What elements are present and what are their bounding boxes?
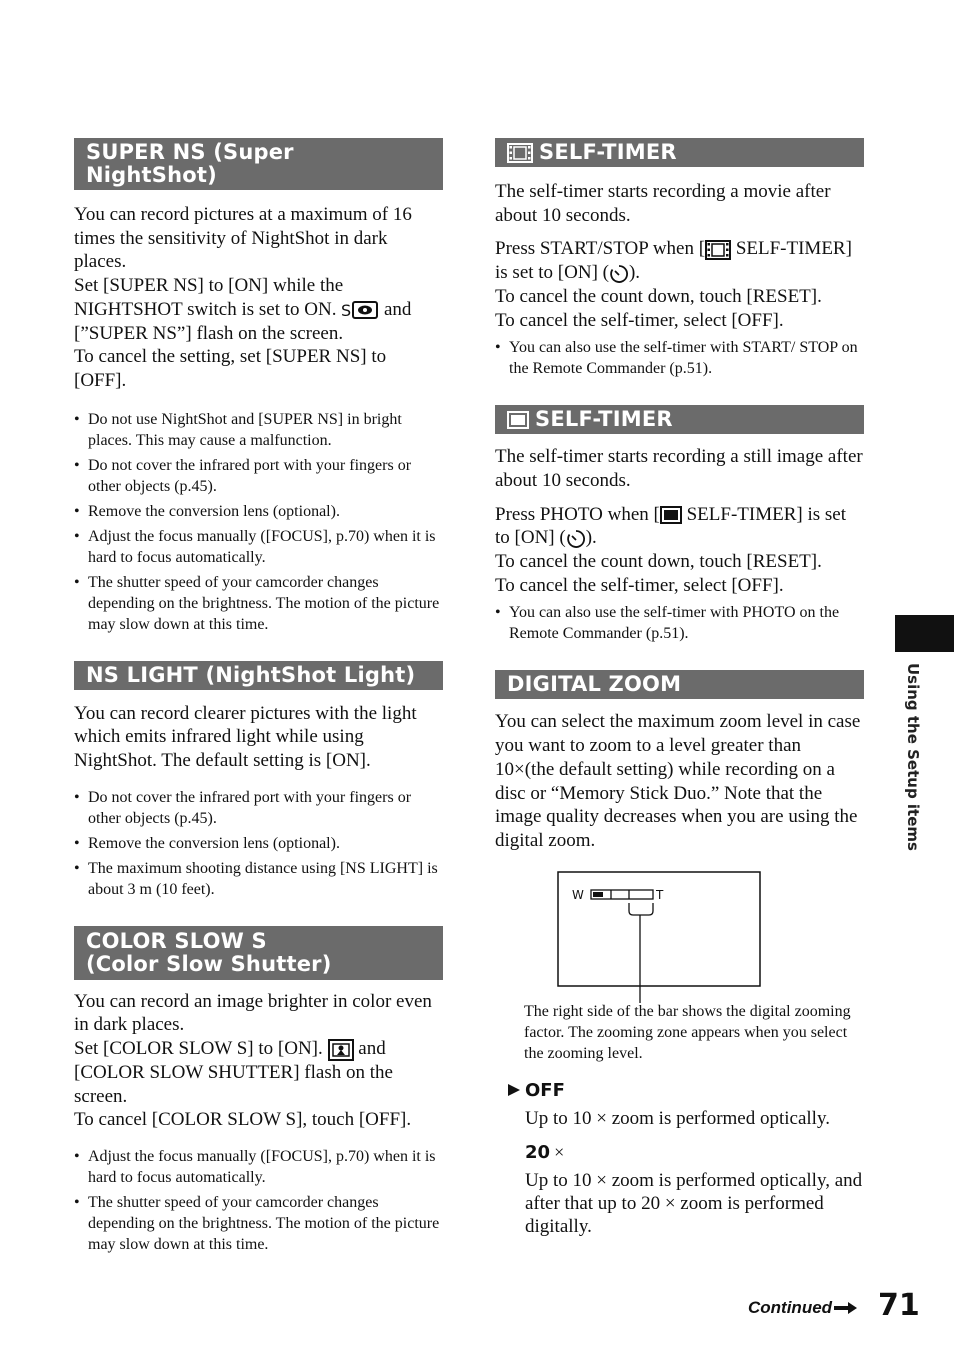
super-ns-body [74, 203, 443, 393]
default-arrow-icon [507, 1083, 521, 1097]
movie-icon [705, 240, 731, 260]
photo-self-timer-intro: The self-timer starts recording a still image after about 10 seconds. [495, 446, 863, 491]
digital-zoom-intro: You can select the maximum zoom level in case you want to zoom to a level greater than 10×(the default setting) while recording on a disc or “Memory Stick Duo.” Note that the image quality decreases when you are using the digital zoom. [495, 711, 861, 851]
super-ns-set: Set [SUPER NS] to [ON] while the NIGHTSHOT switch is set to ON. S and [”SUPER NS”] flash on the screen. [74, 275, 412, 344]
zoom-option-off-desc: Up to 10 × zoom is performed optically. [525, 1107, 830, 1129]
list-item: • Do not cover the infrared port with your fingers or other objects (p.45). [74, 787, 443, 829]
ns-light-heading: NS LIGHT (NightShot Light) [74, 661, 443, 690]
photo-self-timer-reset: To cancel the count down, touch [RESET]. [495, 551, 822, 573]
color-slow-cancel: To cancel [COLOR SLOW S], touch [OFF]. [74, 1109, 412, 1131]
right-column [495, 138, 864, 1238]
list-item: • The shutter speed of your camcorder changes depending on the brightness. The motion of the picture may slow down at this time. [74, 1192, 443, 1255]
zoom-option-20x-desc: Up to 10 × zoom is performed optically, and after that up to 20 × zoom is performed digitally. [525, 1169, 863, 1237]
list-item: • You can also use the self-timer with PHOTO on the Remote Commander (p.51). [495, 602, 864, 644]
zoom-option-off: OFF [507, 1080, 864, 1101]
zoom-caption: The right side of the bar shows the digital zooming factor. The zooming zone appears when you select the zooming level. [524, 1002, 851, 1062]
movie-self-timer-notes [495, 337, 864, 379]
photo-self-timer-heading: SELF-TIMER [495, 405, 864, 434]
list-item: • Do not use NightShot and [SUPER NS] in bright places. This may cause a malfunction. [74, 409, 443, 451]
left-column [74, 138, 443, 1259]
section-side-label: Using the Setup items [904, 663, 922, 851]
digital-zoom-heading: DIGITAL ZOOM [495, 670, 864, 699]
section-tab-marker [895, 615, 954, 652]
ns-light-intro: You can record clearer pictures with the light which emits infrared light while using NightShot. The default setting is [ON]. [74, 702, 417, 772]
ns-light-body [74, 702, 443, 773]
photo-self-timer-off: To cancel the self-timer, select [OFF]. [495, 574, 784, 596]
list-item: • Remove the conversion lens (optional). [74, 833, 443, 854]
list-item: • The maximum shooting distance using [NS LIGHT] is about 3 m (10 feet). [74, 858, 443, 900]
ns-light-notes [74, 787, 443, 900]
super-ns-intro: You can record pictures at a maximum of 16 times the sensitivity of NightShot in dark places. [74, 204, 412, 273]
movie-self-timer-reset: To cancel the count down, touch [RESET]. [495, 285, 822, 307]
zoom-t-label: T [656, 887, 664, 902]
movie-self-timer-body [495, 180, 864, 332]
zoom-w-label: W [572, 887, 584, 902]
list-item: • Remove the conversion lens (optional). [74, 501, 443, 522]
zoom-option-20x: 20 × [525, 1141, 565, 1163]
list-item: • You can also use the self-timer with START/ STOP on the Remote Commander (p.51). [495, 337, 864, 379]
photo-self-timer-body [495, 445, 864, 597]
zoom-screen-illustration [557, 871, 761, 1003]
photo-self-timer-press: Press PHOTO when [ SELF-TIMER] is set to [ON] ( ). [495, 503, 846, 549]
self-timer-icon [566, 529, 586, 549]
super-nightshot-icon [341, 300, 379, 320]
movie-icon [507, 143, 533, 163]
photo-icon [660, 506, 682, 524]
list-item: • The shutter speed of your camcorder changes depending on the brightness. The motion of the picture may slow down at this time. [74, 572, 443, 635]
movie-self-timer-press: Press START/STOP when [ SELF-TIMER] is set to [ON] ( ). [495, 238, 852, 284]
color-slow-shutter-icon [328, 1039, 354, 1061]
color-slow-heading: COLOR SLOW S (Color Slow Shutter) [74, 926, 443, 980]
list-item: • Do not cover the infrared port with your fingers or other objects (p.45). [74, 455, 443, 497]
page-number: 71 [878, 1288, 920, 1323]
list-item: • Adjust the focus manually ([FOCUS], p.70) when it is hard to focus automatically. [74, 1146, 443, 1188]
list-item: • Adjust the focus manually ([FOCUS], p.70) when it is hard to focus automatically. [74, 526, 443, 568]
photo-self-timer-notes [495, 602, 864, 644]
color-slow-set: Set [COLOR SLOW S] to [ON]. and [COLOR SLOW SHUTTER] flash on the screen. [74, 1038, 393, 1107]
movie-self-timer-heading: SELF-TIMER [495, 138, 864, 167]
color-slow-intro: You can record an image brighter in color even in dark places. [74, 990, 432, 1036]
movie-self-timer-intro: The self-timer starts recording a movie after about 10 seconds. [495, 181, 831, 226]
arrow-right-icon [834, 1301, 858, 1315]
super-ns-notes [74, 409, 443, 635]
color-slow-notes [74, 1146, 443, 1255]
zoom-bar-diagram [557, 871, 761, 987]
digital-zoom-body [495, 710, 864, 852]
self-timer-icon [609, 264, 629, 284]
svg-text:S: S [341, 301, 352, 321]
movie-self-timer-off: To cancel the self-timer, select [OFF]. [495, 309, 784, 331]
photo-icon [507, 411, 529, 429]
color-slow-body [74, 990, 443, 1132]
super-ns-cancel: To cancel the setting, set [SUPER NS] to [OFF]. [74, 346, 387, 391]
continued-indicator: Continued [748, 1298, 858, 1318]
super-ns-heading: SUPER NS (Super NightShot) [74, 138, 443, 190]
